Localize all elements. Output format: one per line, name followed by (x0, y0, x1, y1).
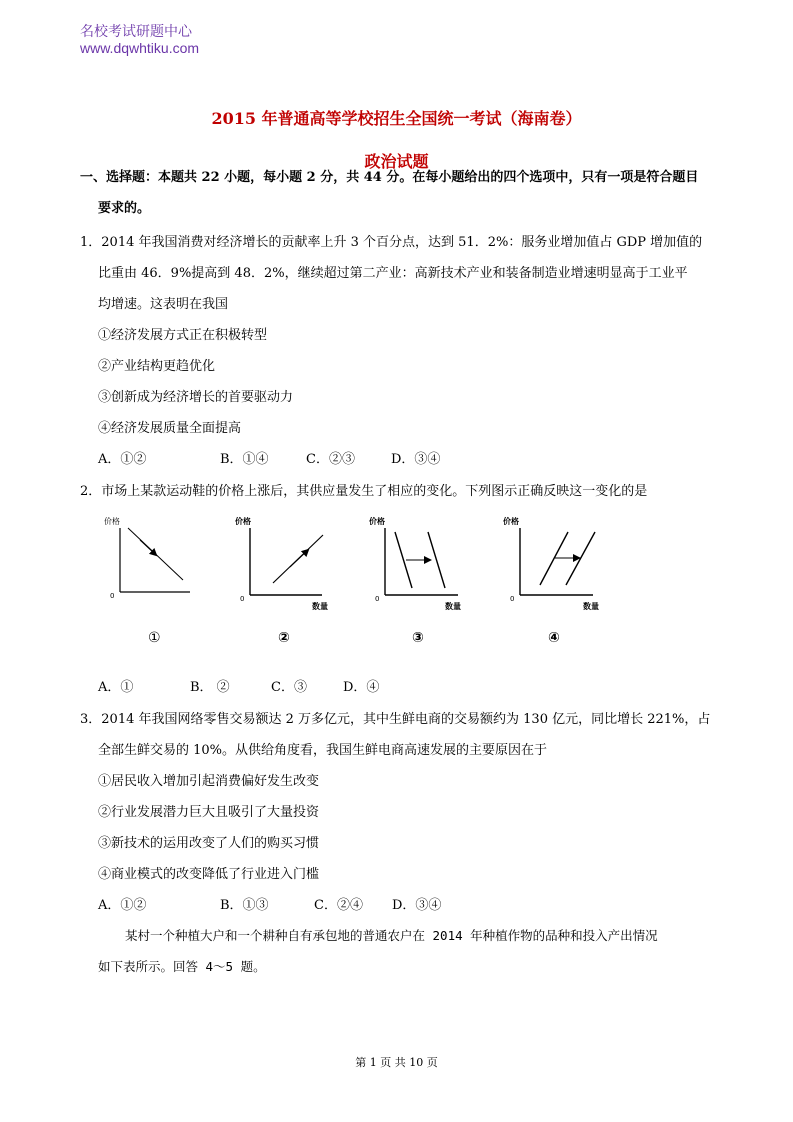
page-footer: 第 1 页 共 10 页 (355, 1056, 438, 1069)
q3-option-4: ④商业模式的改变降低了行业进入门槛 (98, 867, 320, 882)
graph-4 (503, 516, 599, 646)
q3-answers (98, 894, 441, 913)
q3-stem-line-1: 3．2014 年我国网络零售交易额达 2 万多亿元，其中生鲜电商的交易额约为 130 亿元，同比增长 221%，占 (80, 712, 711, 727)
graph-4-origin: 0 (510, 595, 515, 603)
graph-2-origin: 0 (240, 595, 245, 603)
q3-answer-b: B．①③ (220, 898, 269, 913)
graph-3-ylabel: 价格 (369, 517, 385, 526)
graph-3-origin: 0 (375, 595, 380, 603)
q3-answer-a: A．①② (98, 898, 147, 913)
q2-answer-a: A．① (98, 680, 134, 695)
q2-graphs (90, 510, 620, 660)
q1-stem-line-2: 比重由 46．9%提高到 48．2%，继续超过第二产业：高新技术产业和装备制造业增速明显高于工业平 (98, 266, 688, 281)
graph-2-xlabel: 数量 (312, 602, 328, 611)
graph-4-label: ④ (548, 630, 560, 646)
watermark-url: www.dqwhtiku.com (80, 40, 200, 56)
q1-stem-line-1: 1．2014 年我国消费对经济增长的贡献率上升 3 个百分点，达到 51．2%：服务业增加值占 GDP 增加值的 (80, 235, 703, 250)
graph-3 (369, 516, 461, 646)
exam-subtitle: 政治试题 (364, 152, 429, 171)
graph-2-label: ② (278, 630, 290, 646)
graph-1-ylabel: 价格 (104, 517, 120, 526)
graph-3-xlabel: 数量 (445, 602, 461, 611)
exam-title: 2015 年普通高等学校招生全国统一考试（海南卷） (211, 109, 582, 128)
q4-5-intro-line-2: 如下表所示。回答 4～5 题。 (98, 959, 266, 974)
q1-answers (98, 448, 440, 467)
q1-stem-line-3: 均增速。这表明在我国 (98, 297, 229, 312)
q4-5-intro-line-1: 某村一个种植大户和一个耕种自有承包地的普通农户在 2014 年种植作物的品种和投入产出情况 (125, 928, 658, 943)
q3-option-3: ③新技术的运用改变了人们的购买习惯 (98, 836, 320, 851)
graph-3-label: ③ (412, 630, 424, 646)
q2-answer-b: B． ② (190, 680, 230, 695)
watermark-line-1: 名校考试研题中心 (80, 24, 192, 40)
graph-1-label: ① (148, 630, 161, 646)
q1-option-1: ①经济发展方式正在积极转型 (98, 328, 268, 343)
q1-answer-b: B．①④ (220, 452, 269, 467)
q1-answer-c: C．②③ (306, 452, 355, 467)
q3-option-2: ②行业发展潜力巨大且吸引了大量投资 (98, 805, 320, 820)
q2-answer-c: C．③ (271, 680, 307, 695)
q2-stem: 2．市场上某款运动鞋的价格上涨后，其供应量发生了相应的变化。下列图示正确反映这一变化的是 (80, 484, 648, 499)
section-heading-cont: 要求的。 (98, 201, 151, 216)
graph-1 (104, 516, 190, 646)
q1-option-3: ③创新成为经济增长的首要驱动力 (98, 390, 294, 405)
q3-option-1: ①居民收入增加引起消费偏好发生改变 (98, 774, 320, 789)
graph-4-xlabel: 数量 (583, 602, 599, 611)
q1-answer-d: D．③④ (391, 452, 441, 467)
q3-answer-d: D．③④ (392, 898, 442, 913)
graph-2 (235, 516, 328, 646)
q1-option-4: ④经济发展质量全面提高 (98, 421, 242, 436)
graph-2-ylabel: 价格 (235, 517, 251, 526)
graph-1-origin: 0 (110, 592, 115, 600)
q1-option-2: ②产业结构更趋优化 (98, 359, 216, 374)
q2-answer-d: D．④ (343, 680, 380, 695)
graph-4-ylabel: 价格 (503, 517, 519, 526)
q3-answer-c: C．②④ (314, 898, 363, 913)
section-heading: 一、选择题：本题共 22 小题，每小题 2 分，共 44 分。在每小题给出的四个选项中，只有一项是符合题目 (80, 170, 699, 185)
q3-stem-line-2: 全部生鲜交易的 10%。从供给角度看，我国生鲜电商高速发展的主要原因在于 (98, 743, 548, 758)
q2-answers (98, 676, 379, 695)
q1-answer-a: A．①② (98, 452, 147, 467)
